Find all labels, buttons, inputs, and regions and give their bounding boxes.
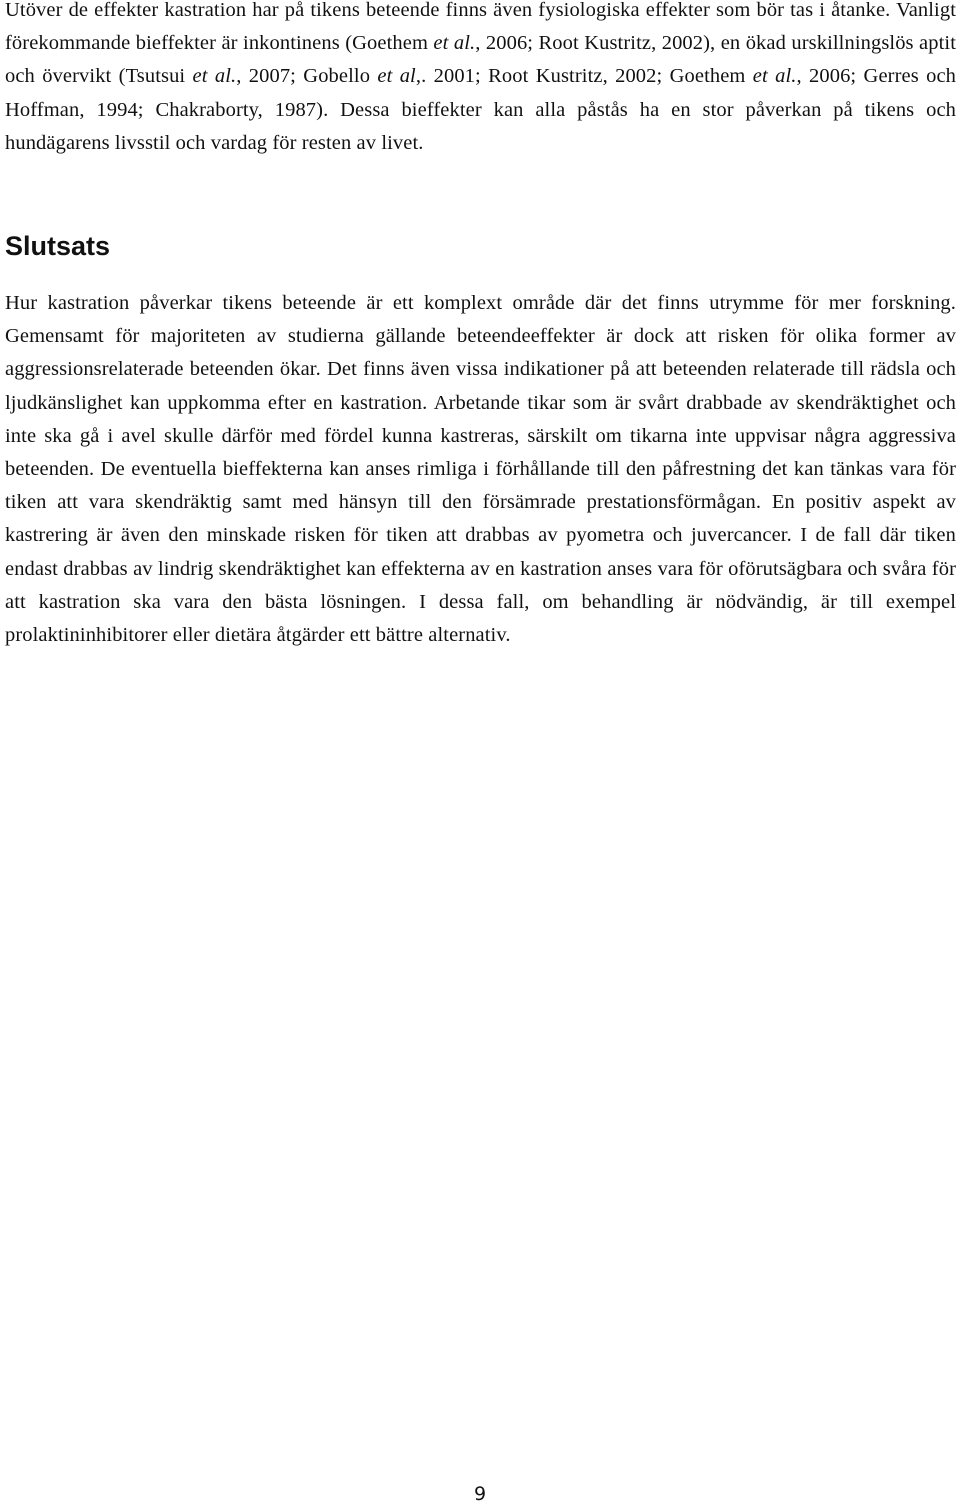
conclusion-paragraph: Hur kastration påverkar tikens beteende är ett komplext område där det finns utrymme för mer forskning. Gemensamt för majoriteten av studierna gällande beteendeeffekter är dock att risken för olika former av aggressionsrelaterade beteenden ökar. Det finns även vissa indikationer på att beteenden relaterade till rädsla och ljudkänslighet kan uppkomma efter en kastration. Arbetande tikar som är svårt drabbade av skendräktighet och inte ska gå i avel skulle därför med fördel kunna kastreras, särskilt om tikarna inte uppvisar några aggressiva beteenden. De eventuella bieffekterna kan anses rimliga i förhållande till den påfrestning det kan tänkas vara för tiken att vara skendräktig samt med hänsyn till den försämrade prestationsförmågan. En positiv aspekt av kastrering är även den minskade risken för tiken att drabbas av pyometra och juvercancer. I de fall där tiken endast drabbas av lindrig skendräktighet kan effekterna av en kastration anses vara för oförutsägbara och svåra för att kastration ska vara den bästa lösningen. I dessa fall, om behandling är nödvändig, är till exempel prolaktininhibitorer eller dietära åtgärder ett bättre alternativ. bbox=[5, 292, 956, 647]
citation-et-al: et al. bbox=[192, 65, 237, 88]
page-number: 9 bbox=[473, 1483, 487, 1505]
intro-paragraph bbox=[5, 0, 956, 160]
citation-et-al: et al bbox=[377, 65, 416, 88]
citation-et-al: et al. bbox=[752, 65, 797, 88]
intro-text-1: Utöver de effekter kastration har på tikens beteende finns även fysiologiska effekter som bör tas i åtanke. Vanligt förekommande bieffekter är inkontinens (Goethem bbox=[5, 0, 956, 55]
section-heading: Slutsats bbox=[5, 231, 111, 261]
intro-text-2: , 2006; Root Kustritz, 2002), en ökad urskillningslös aptit och övervikt (Tsutsui bbox=[5, 32, 956, 88]
intro-text-4: ,. 2001; Root Kustritz, 2002; Goethem bbox=[415, 65, 753, 88]
citation-et-al: et al. bbox=[433, 32, 476, 55]
intro-text-3: , 2007; Gobello bbox=[236, 65, 378, 88]
intro-text-5: , 2006; Gerres och Hoffman, 1994; Chakraborty, 1987). Dessa bieffekter kan alla påstås ha en stor påverkan på tikens och hundägarens livsstil och vardag för resten av livet. bbox=[5, 65, 956, 154]
